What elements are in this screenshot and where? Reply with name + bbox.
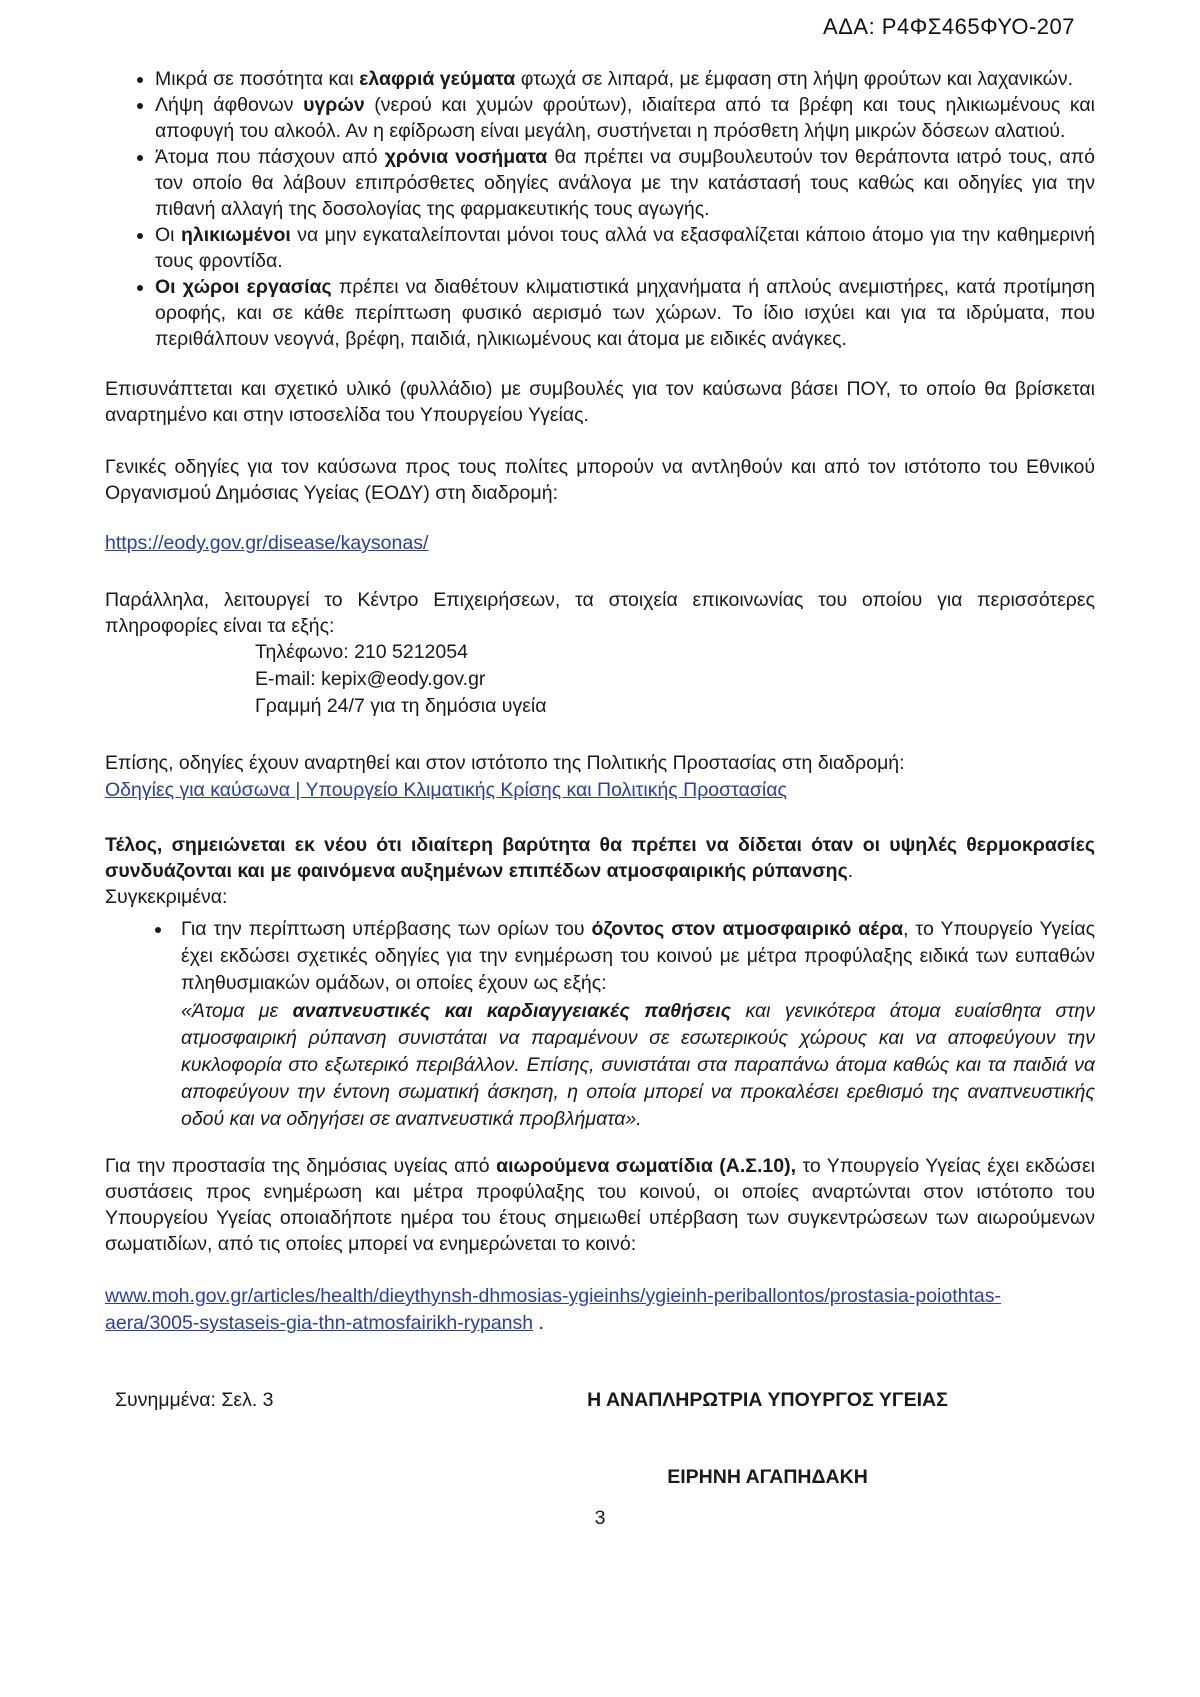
bullet-bold-text: ηλικιωμένοι [180, 224, 291, 246]
bullet-text: Μικρά σε ποσότητα και [155, 68, 360, 90]
paragraph-attachment: Επισυνάπτεται και σχετικό υλικό (φυλλάδιο) με συμβουλές για τον καύσωνα βάσει ΠΟΥ, το οποίο θα βρίσκεται αναρτημένο και στην ιστοσελίδα του Υπουργείου Υγείας. [105, 378, 1095, 426]
contact-phone: Τηλέφωνο: 210 5212054 [255, 641, 468, 663]
finally-bold-text: Τέλος, σημειώνεται εκ νέου ότι ιδιαίτερη βαρύτητα θα πρέπει να δίδεται όταν οι υψηλές θερμοκρασίες συνδυάζονται και με φαινόμενα αυξημένων επιπέδων ατμοσφαιρικής ρύπανσης [105, 834, 1095, 882]
moh-link-line [105, 1283, 1095, 1337]
attachments-note: Συνημμένα: Σελ. 3 [115, 1389, 274, 1411]
minister-name: ΕΙΡΗΝΗ ΑΓΑΠΗΔΑΚΗ [667, 1466, 868, 1488]
bullet-text: θα πρέπει να συμβουλευτούν τον θεράποντα ιατρό τους, από τον οποίο θα λάβουν επιπρόσθετες οδηγίες ανάλογα με την κατάστασή τους καθώς και οδηγίες για την πιθανή αλλαγή της δοσολογίας της φαρμακευτικής τους αγωγής. [155, 146, 1095, 220]
quote-bold-text: αναπνευστικές και καρδιαγγειακές παθήσεις [292, 1000, 732, 1022]
bullet-text: , το Υπουργείο Υγείας έχει εκδώσει σχετικές οδηγίες για την ενημέρωση του κοινού με μέτρα προφύλαξης ειδικά των ευπαθών πληθυσμιακών ομάδων, οι οποίες έχουν ως εξής: [181, 918, 1095, 994]
bullet-text: πρέπει να διαθέτουν κλιματιστικά μηχανήματα ή απλούς ανεμιστήρες, κατά προτίμηση οροφής, και σε κάθε περίπτωση φυσικό αερισμό των χώρων. Το ίδιο ισχύει και για τα ιδρύματα, που περιθάλπουν νεογνά, βρέφη, παιδιά, ηλικιωμένους και άτομα με ειδικές ανάγκες. [155, 276, 1095, 350]
bullet-bold-text: ελαφριά γεύματα [359, 68, 516, 90]
bullet-text: Για την περίπτωση υπέρβασης των ορίων του [181, 918, 592, 940]
signature-row [105, 1389, 1095, 1489]
bullet-bold-text: υγρών [303, 94, 365, 116]
contact-email: E-mail: kepix@eody.gov.gr [255, 668, 486, 690]
paragraph-civil-protection: Επίσης, οδηγίες έχουν αναρτηθεί και στον ιστότοπο της Πολιτικής Προστασίας στη διαδρομή: [105, 752, 905, 774]
contact-hotline: Γραμμή 24/7 για τη δημόσια υγεία [255, 695, 547, 717]
bullet-text: φτωχά σε λιπαρά, με έμφαση στη λήψη φρούτων και λαχανικών. [515, 68, 1074, 90]
paragraph-particulates [105, 1153, 1095, 1257]
ozone-bullet-list [105, 916, 1095, 997]
bullet-text: Οι [155, 224, 181, 246]
bullet-text: (νερού και χυμών φρούτων), ιδιαίτερα από τα βρέφη και τους ηλικιωμένους και αποφυγή του αλκοόλ. Αν η εφίδρωση είναι μεγάλη, συστήνεται η πρόσθετη λήψη μικρών δόσεων αλατιού. [155, 94, 1095, 142]
bullet-workplaces [155, 274, 1095, 352]
bullet-elderly [155, 222, 1095, 274]
bullet-text: να μην εγκαταλείπονται μόνοι τους αλλά να εξασφαλίζεται κάποιο άτομο για την καθημερινή τους φροντίδα. [155, 224, 1095, 272]
who-quote-block [173, 998, 1095, 1133]
bullet-bold-text: Οι χώροι εργασίας [155, 276, 332, 298]
bullet-text: Άτομα που πάσχουν από [155, 146, 385, 168]
bullet-chronic-disease [155, 144, 1095, 222]
contact-block [255, 639, 1095, 720]
bullet-bold-text: χρόνια νοσήματα [384, 146, 548, 168]
civil-protection-link-line [105, 777, 1095, 804]
advice-bullet-list [105, 66, 1095, 352]
bullet-ozone [173, 916, 1095, 997]
page-number: 3 [594, 1507, 606, 1529]
eody-link-line [105, 530, 1095, 557]
bullet-light-meals [155, 66, 1095, 92]
eody-link[interactable]: https://eody.gov.gr/disease/kaysonas/ [105, 532, 429, 554]
paragraph-bold-text: αιωρούμενα σωματίδια (Α.Σ.10), [496, 1155, 796, 1177]
paragraph-text: Για την προστασία της δημόσιας υγείας από [105, 1155, 497, 1177]
paragraph-operations-center: Παράλληλα, λειτουργεί το Κέντρο Επιχειρήσεων, τα στοιχεία επικοινωνίας του οποίου για περισσότερες πληροφορίες είναι τα εξής: [105, 589, 1095, 637]
paragraph-specifically: Συγκεκριμένα: [105, 886, 228, 908]
paragraph-finally [105, 832, 1095, 884]
civil-protection-link[interactable]: Οδηγίες για καύσωνα | Υπουργείο Κλιματικής Κρίσης και Πολιτικής Προστασίας [105, 779, 787, 801]
quote-text: «Άτομα με [181, 1000, 293, 1022]
moh-link[interactable]: www.moh.gov.gr/articles/health/dieythynsh-dhmosias-ygieinhs/ygieinh-periballontos/prostasia-poiothtas-aera/3005-systaseis-gia-thn-atmosfairikh-rypansh [105, 1285, 1002, 1334]
paragraph-general-guidelines: Γενικές οδηγίες για τον καύσωνα προς τους πολίτες μπορούν να αντληθούν και από τον ιστότοπο του Εθνικού Οργανισμού Δημόσιας Υγείας (ΕΟΔΥ) στη διαδρομή: [105, 456, 1095, 504]
quote-text: και γενικότερα άτομα ευαίσθητα στην ατμοσφαιρική ρύπανση συνιστάται να παραμένουν σε εσωτερικούς χώρους και να αποφεύγουν την κυκλοφορία στο εξωτερικό περιβάλλον. Επίσης, συνιστάται στα παραπάνω άτομα καθώς και τα παιδιά να αποφεύγουν την έντονη σωματική άσκηση, η οποία μπορεί να προκαλέσει ερεθισμό της αναπνευστικής οδού και να οδηγήσει σε αναπνευστικά προβλήματα». [181, 1000, 1095, 1130]
ada-code: ΑΔΑ: Ρ4ΦΣ465ΦΥΟ-207 [823, 14, 1075, 39]
finally-tail: . [847, 860, 854, 882]
signature-block [440, 1389, 1095, 1489]
bullet-bold-text: όζοντος στον ατμοσφαιρικό αέρα [591, 918, 904, 940]
paragraph-text: το Υπουργείο Υγείας έχει εκδώσει συστάσεις προς ενημέρωση και μέτρα προφύλαξης του κοινού, οι οποίες αναρτώνται στον ιστότοπο του Υπουργείου Υγείας οποιαδήποτε ημέρα του έτους σημειωθεί υπέρβαση των συγκεντρώσεων των αιωρούμενων σωματιδίων, από τις οποίες μπορεί να ενημερώνεται το κοινό: [105, 1155, 1095, 1255]
bullet-text: Λήψη άφθονων [155, 94, 304, 116]
moh-link-tail: . [533, 1312, 544, 1334]
bullet-fluids [155, 92, 1095, 144]
minister-title: Η ΑΝΑΠΛΗΡΩΤΡΙΑ ΥΠΟΥΡΓΟΣ ΥΓΕΙΑΣ [587, 1389, 948, 1411]
